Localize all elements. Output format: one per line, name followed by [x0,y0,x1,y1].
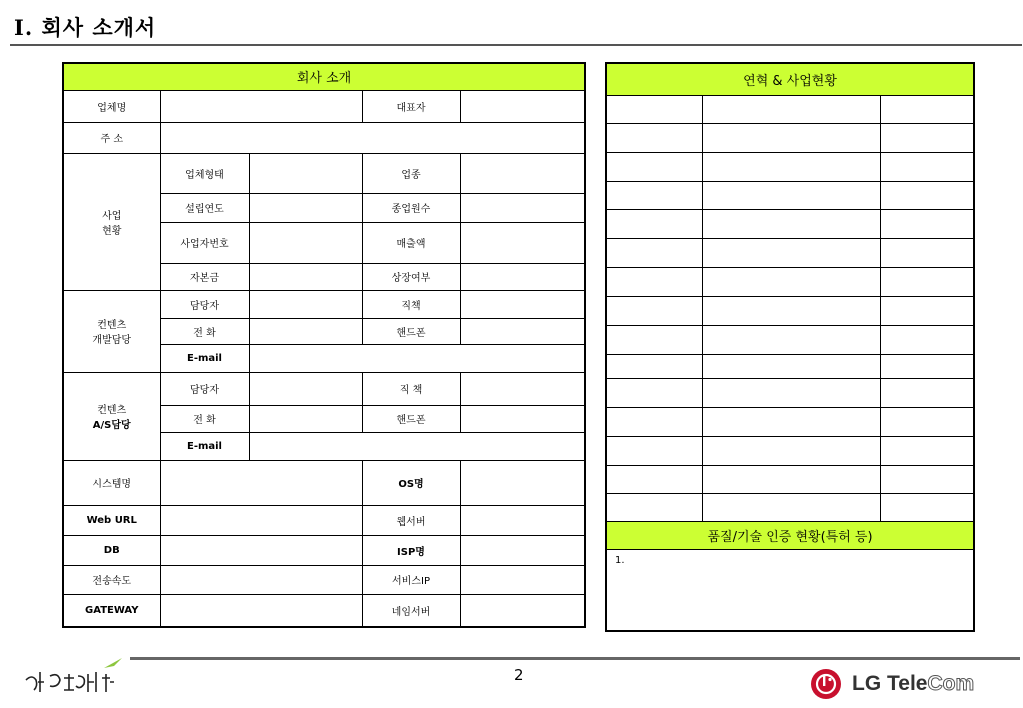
gateway-label: GATEWAY [63,594,160,627]
web-url-label: Web URL [63,505,160,535]
web-url-field[interactable] [160,505,362,535]
history-row [606,181,974,209]
history-date-cell[interactable] [606,267,702,296]
lg-telecom-wordmark [852,672,974,696]
dev-mobile-label: 핸드폰 [362,318,460,344]
history-content-cell[interactable] [702,354,880,378]
history-date-cell[interactable] [606,407,702,436]
history-content-cell[interactable] [702,493,880,521]
history-note-cell[interactable] [880,436,974,465]
history-content-cell[interactable] [702,325,880,354]
history-date-cell[interactable] [606,354,702,378]
history-content-cell[interactable] [702,123,880,152]
business-status-label-line2: 현황 [102,225,122,237]
name-server-label: 네임서버 [362,594,460,627]
history-date-cell[interactable] [606,378,702,407]
history-content-cell[interactable] [702,152,880,181]
history-note-cell[interactable] [880,123,974,152]
history-row [606,209,974,238]
dev-position-label: 직책 [362,290,460,318]
dev-phone-label: 전 화 [160,318,249,344]
as-email-field[interactable] [249,432,585,460]
name-server-field[interactable] [460,594,585,627]
history-note-cell[interactable] [880,152,974,181]
content-dev-label-line1: 컨텐츠 [97,320,127,331]
ceo-field[interactable] [460,90,585,122]
history-date-cell[interactable] [606,493,702,521]
history-note-cell[interactable] [880,354,974,378]
gateway-field[interactable] [160,594,362,627]
business-status-label [63,153,160,290]
transfer-speed-label: 전송속도 [63,565,160,594]
service-ip-label: 서비스IP [362,565,460,594]
isp-name-label: ISP명 [362,535,460,565]
business-type-label: 업체형태 [160,153,249,193]
company-name-field[interactable] [160,90,362,122]
history-row [606,465,974,493]
history-content-cell[interactable] [702,209,880,238]
business-reg-no-label: 사업자번호 [160,222,249,263]
as-phone-field[interactable] [249,405,362,432]
history-row [606,152,974,181]
history-row [606,95,974,123]
dev-email-label: E-mail [160,344,249,372]
content-dev-contact-label [63,290,160,372]
lg-wordmark-main: LG Tele [852,672,928,695]
history-content-cell[interactable] [702,436,880,465]
history-note-cell[interactable] [880,378,974,407]
system-name-label: 시스템명 [63,460,160,505]
page-number: 2 [514,666,524,684]
history-note-cell[interactable] [880,325,974,354]
as-person-field[interactable] [249,372,362,405]
history-date-cell[interactable] [606,296,702,325]
transfer-speed-field[interactable] [160,565,362,594]
history-date-cell[interactable] [606,238,702,267]
dev-person-field[interactable] [249,290,362,318]
history-row [606,436,974,465]
history-note-cell[interactable] [880,465,974,493]
as-phone-label: 전 화 [160,405,249,432]
history-date-cell[interactable] [606,152,702,181]
history-row [606,378,974,407]
history-date-cell[interactable] [606,325,702,354]
history-row [606,325,974,354]
capital-field[interactable] [249,263,362,290]
lg-logo-icon [810,668,842,700]
history-rows [606,95,974,521]
business-status-label-line1: 사업 [102,210,122,222]
history-note-cell[interactable] [880,181,974,209]
isp-name-field[interactable] [460,535,585,565]
history-note-cell[interactable] [880,238,974,267]
history-note-cell[interactable] [880,407,974,436]
lg-wordmark-com: Com [927,672,975,695]
capital-label: 자본금 [160,263,249,290]
industry-field[interactable] [460,153,585,193]
history-content-cell[interactable] [702,95,880,123]
company-name-label: 업체명 [63,90,160,122]
history-row [606,296,974,325]
db-field[interactable] [160,535,362,565]
web-server-label: 웹서버 [362,505,460,535]
as-mobile-label: 핸드폰 [362,405,460,432]
history-heading: 연혁 & 사업현황 [606,63,974,95]
footer-divider [130,657,1020,660]
business-type-field[interactable] [249,153,362,193]
content-as-contact-label [63,372,160,460]
established-year-field[interactable] [249,193,362,222]
address-field[interactable] [160,122,585,153]
history-table [605,62,975,632]
history-content-cell[interactable] [702,238,880,267]
dev-person-label: 담당자 [160,290,249,318]
history-content-cell[interactable] [702,267,880,296]
history-date-cell[interactable] [606,181,702,209]
history-content-cell[interactable] [702,378,880,407]
history-content-cell[interactable] [702,465,880,493]
history-row [606,407,974,436]
address-label: 주 소 [63,122,160,153]
history-row [606,238,974,267]
content-as-label-line2: A/S담당 [92,420,131,431]
history-note-cell[interactable] [880,95,974,123]
as-mobile-field[interactable] [460,405,585,432]
established-year-label: 설립연도 [160,193,249,222]
as-person-label: 담당자 [160,372,249,405]
title-divider [10,44,1022,46]
db-label: DB [63,535,160,565]
certification-notes[interactable] [606,549,974,631]
history-date-cell[interactable] [606,436,702,465]
company-intro-heading: 회사 소개 [63,63,585,90]
content-dev-label-line2: 개발담당 [92,335,132,346]
os-name-field[interactable] [460,460,585,505]
revenue-label: 매출액 [362,222,460,263]
dev-mobile-field[interactable] [460,318,585,344]
history-content-cell[interactable] [702,296,880,325]
content-as-label-line1: 컨텐츠 [97,405,127,416]
history-row [606,123,974,152]
web-server-field[interactable] [460,505,585,535]
dev-email-field[interactable] [249,344,585,372]
certification-item: 1. [615,554,625,566]
history-row [606,267,974,296]
as-email-label: E-mail [160,432,249,460]
history-content-cell[interactable] [702,407,880,436]
history-row [606,493,974,521]
history-note-cell[interactable] [880,296,974,325]
employees-label: 종업원수 [362,193,460,222]
certification-heading: 품질/기술 인증 현황(특허 등) [606,521,974,549]
history-row [606,354,974,378]
history-date-cell[interactable] [606,95,702,123]
as-position-label: 직 책 [362,372,460,405]
slogan-logo [22,656,122,698]
ceo-label: 대표자 [362,90,460,122]
history-date-cell[interactable] [606,123,702,152]
history-content-cell[interactable] [702,181,880,209]
history-note-cell[interactable] [880,267,974,296]
os-name-label: OS명 [362,460,460,505]
system-name-field[interactable] [160,460,362,505]
business-reg-no-field[interactable] [249,222,362,263]
history-note-cell[interactable] [880,209,974,238]
dev-phone-field[interactable] [249,318,362,344]
industry-label: 업종 [362,153,460,193]
company-intro-table [62,62,586,628]
history-date-cell[interactable] [606,209,702,238]
dev-position-field[interactable] [460,290,585,318]
as-position-field[interactable] [460,372,585,405]
page-title: I. 회사 소개서 [14,15,157,40]
listing-status-field[interactable] [460,263,585,290]
listing-status-label: 상장여부 [362,263,460,290]
employees-field[interactable] [460,193,585,222]
service-ip-field[interactable] [460,565,585,594]
revenue-field[interactable] [460,222,585,263]
history-date-cell[interactable] [606,465,702,493]
history-note-cell[interactable] [880,493,974,521]
